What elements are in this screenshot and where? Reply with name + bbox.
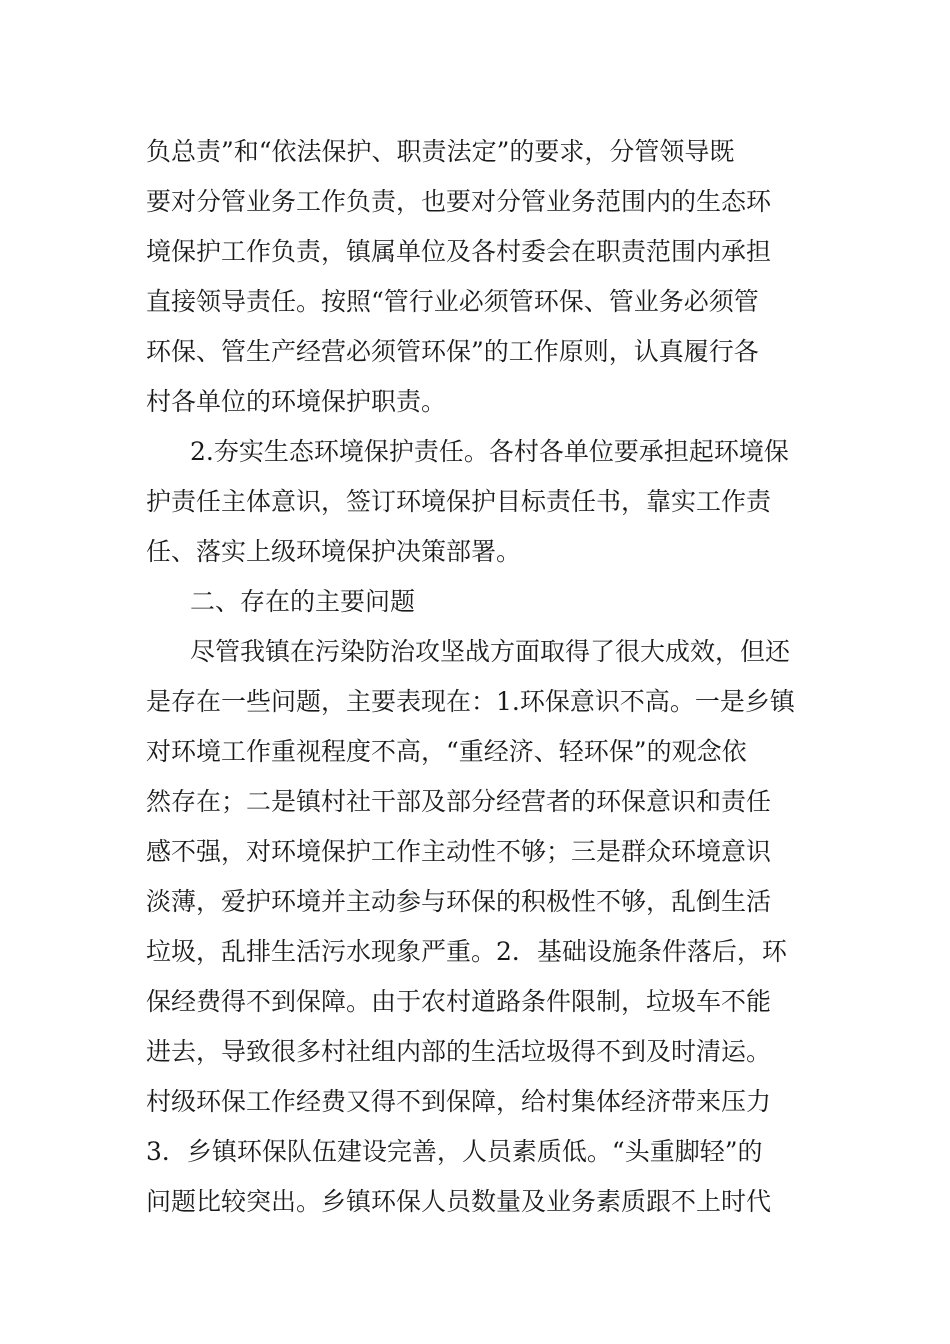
body-text: [146, 127, 826, 1227]
text-line: 然存在；二是镇村社干部及部分经营者的环保意识和责任: [146, 787, 772, 816]
text-line: 要对分管业务工作负责，也要对分管业务范围内的生态环: [146, 187, 772, 216]
text-line: 淡薄，爱护环境并主动参与环保的积极性不够，乱倒生活: [146, 887, 772, 916]
text-line: 负总责”和“依法保护、职责法定”的要求，分管领导既: [146, 137, 735, 166]
text-line: 保经费得不到保障。由于农村道路条件限制，垃圾车不能: [146, 987, 772, 1016]
text-line: 问题比较突出。乡镇环保人员数量及业务素质跟不上时代: [146, 1187, 772, 1216]
text-line: 村级环保工作经费又得不到保障，给村集体经济带来压力: [146, 1087, 772, 1116]
paragraph-start-line: 尽管我镇在污染防治攻坚战方面取得了很大成效，但还: [190, 637, 791, 666]
text-line: 直接领导责任。按照“管行业必须管环保、管业务必须管: [146, 287, 759, 316]
text-line: 对环境工作重视程度不高，“重经济、轻环保”的观念依: [146, 737, 747, 766]
text-line: 3．乡镇环保队伍建设完善，人员素质低。“头重脚轻”的: [146, 1137, 763, 1166]
text-line: 任、落实上级环境保护决策部署。: [146, 537, 522, 566]
text-line: 进去，导致很多村社组内部的生活垃圾得不到及时清运。: [146, 1037, 772, 1066]
text-line: 护责任主体意识，签订环境保护目标责任书，靠实工作责: [146, 487, 772, 516]
paragraph-start-line: 2.夯实生态环境保护责任。各村各单位要承担起环境保: [190, 437, 789, 466]
text-line: 环保、管生产经营必须管环保”的工作原则，认真履行各: [146, 337, 759, 366]
text-line: 境保护工作负责，镇属单位及各村委会在职责范围内承担: [146, 237, 772, 266]
text-line: 感不强，对环境保护工作主动性不够；三是群众环境意识: [146, 837, 772, 866]
text-line: 垃圾，乱排生活污水现象严重。2．基础设施条件落后，环: [146, 937, 787, 966]
text-line: 村各单位的环境保护职责。: [146, 387, 447, 416]
text-line: 是存在一些问题，主要表现在：1.环保意识不高。一是乡镇: [146, 687, 795, 716]
section-heading: 二、存在的主要问题: [190, 587, 416, 616]
